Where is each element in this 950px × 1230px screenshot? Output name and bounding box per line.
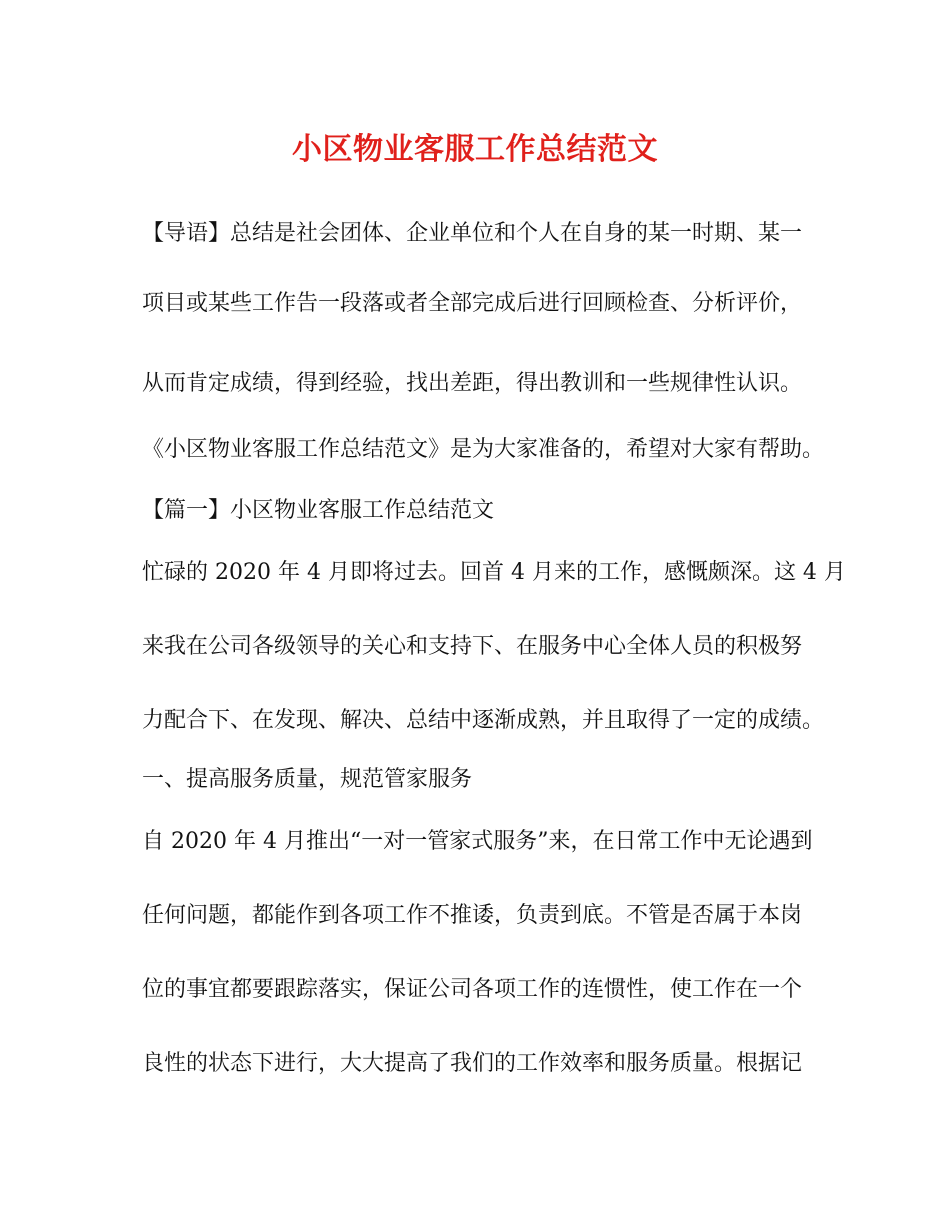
paragraph-line-body-6: 位的事宜都要跟踪落实，保证公司各项工作的连惯性，使工作在一个 <box>142 977 803 1002</box>
section-heading-part-one: 【篇一】小区物业客服工作总结范文 <box>142 498 495 523</box>
paragraph-line-body-4: 自 2020 年 4 月推出“一对一管家式服务”来，在日常工作中无论遇到 <box>142 829 813 854</box>
paragraph-line-body-2: 来我在公司各级领导的关心和支持下、在服务中心全体人员的积极努 <box>142 634 803 659</box>
paragraph-line-body-1: 忙碌的 2020 年 4 月即将过去。回首 4 月来的工作，感慨颇深。这 4 月 <box>142 560 846 585</box>
paragraph-line-intro-3: 从而肯定成绩，得到经验，找出差距，得出教训和一些规律性认识。 <box>142 371 803 396</box>
paragraph-line-body-5: 任何问题，都能作到各项工作不推诿，负责到底。不管是否属于本岗 <box>142 903 803 928</box>
subheading-service-quality: 一、提高服务质量，规范管家服务 <box>142 767 473 792</box>
paragraph-line-intro-4: 《小区物业客服工作总结范文》是为大家准备的，希望对大家有帮助。 <box>142 437 825 462</box>
paragraph-line-intro-2: 项目或某些工作告一段落或者全部完成后进行回顾检查、分析评价， <box>142 291 803 316</box>
paragraph-line-body-3: 力配合下、在发现、解决、总结中逐渐成熟，并且取得了一定的成绩。 <box>142 708 825 733</box>
paragraph-line-intro-1: 【导语】总结是社会团体、企业单位和个人在自身的某一时期、某一 <box>142 221 803 246</box>
paragraph-line-body-7: 良性的状态下进行，大大提高了我们的工作效率和服务质量。根据记 <box>142 1051 803 1076</box>
document-title: 小区物业客服工作总结范文 <box>292 132 658 167</box>
